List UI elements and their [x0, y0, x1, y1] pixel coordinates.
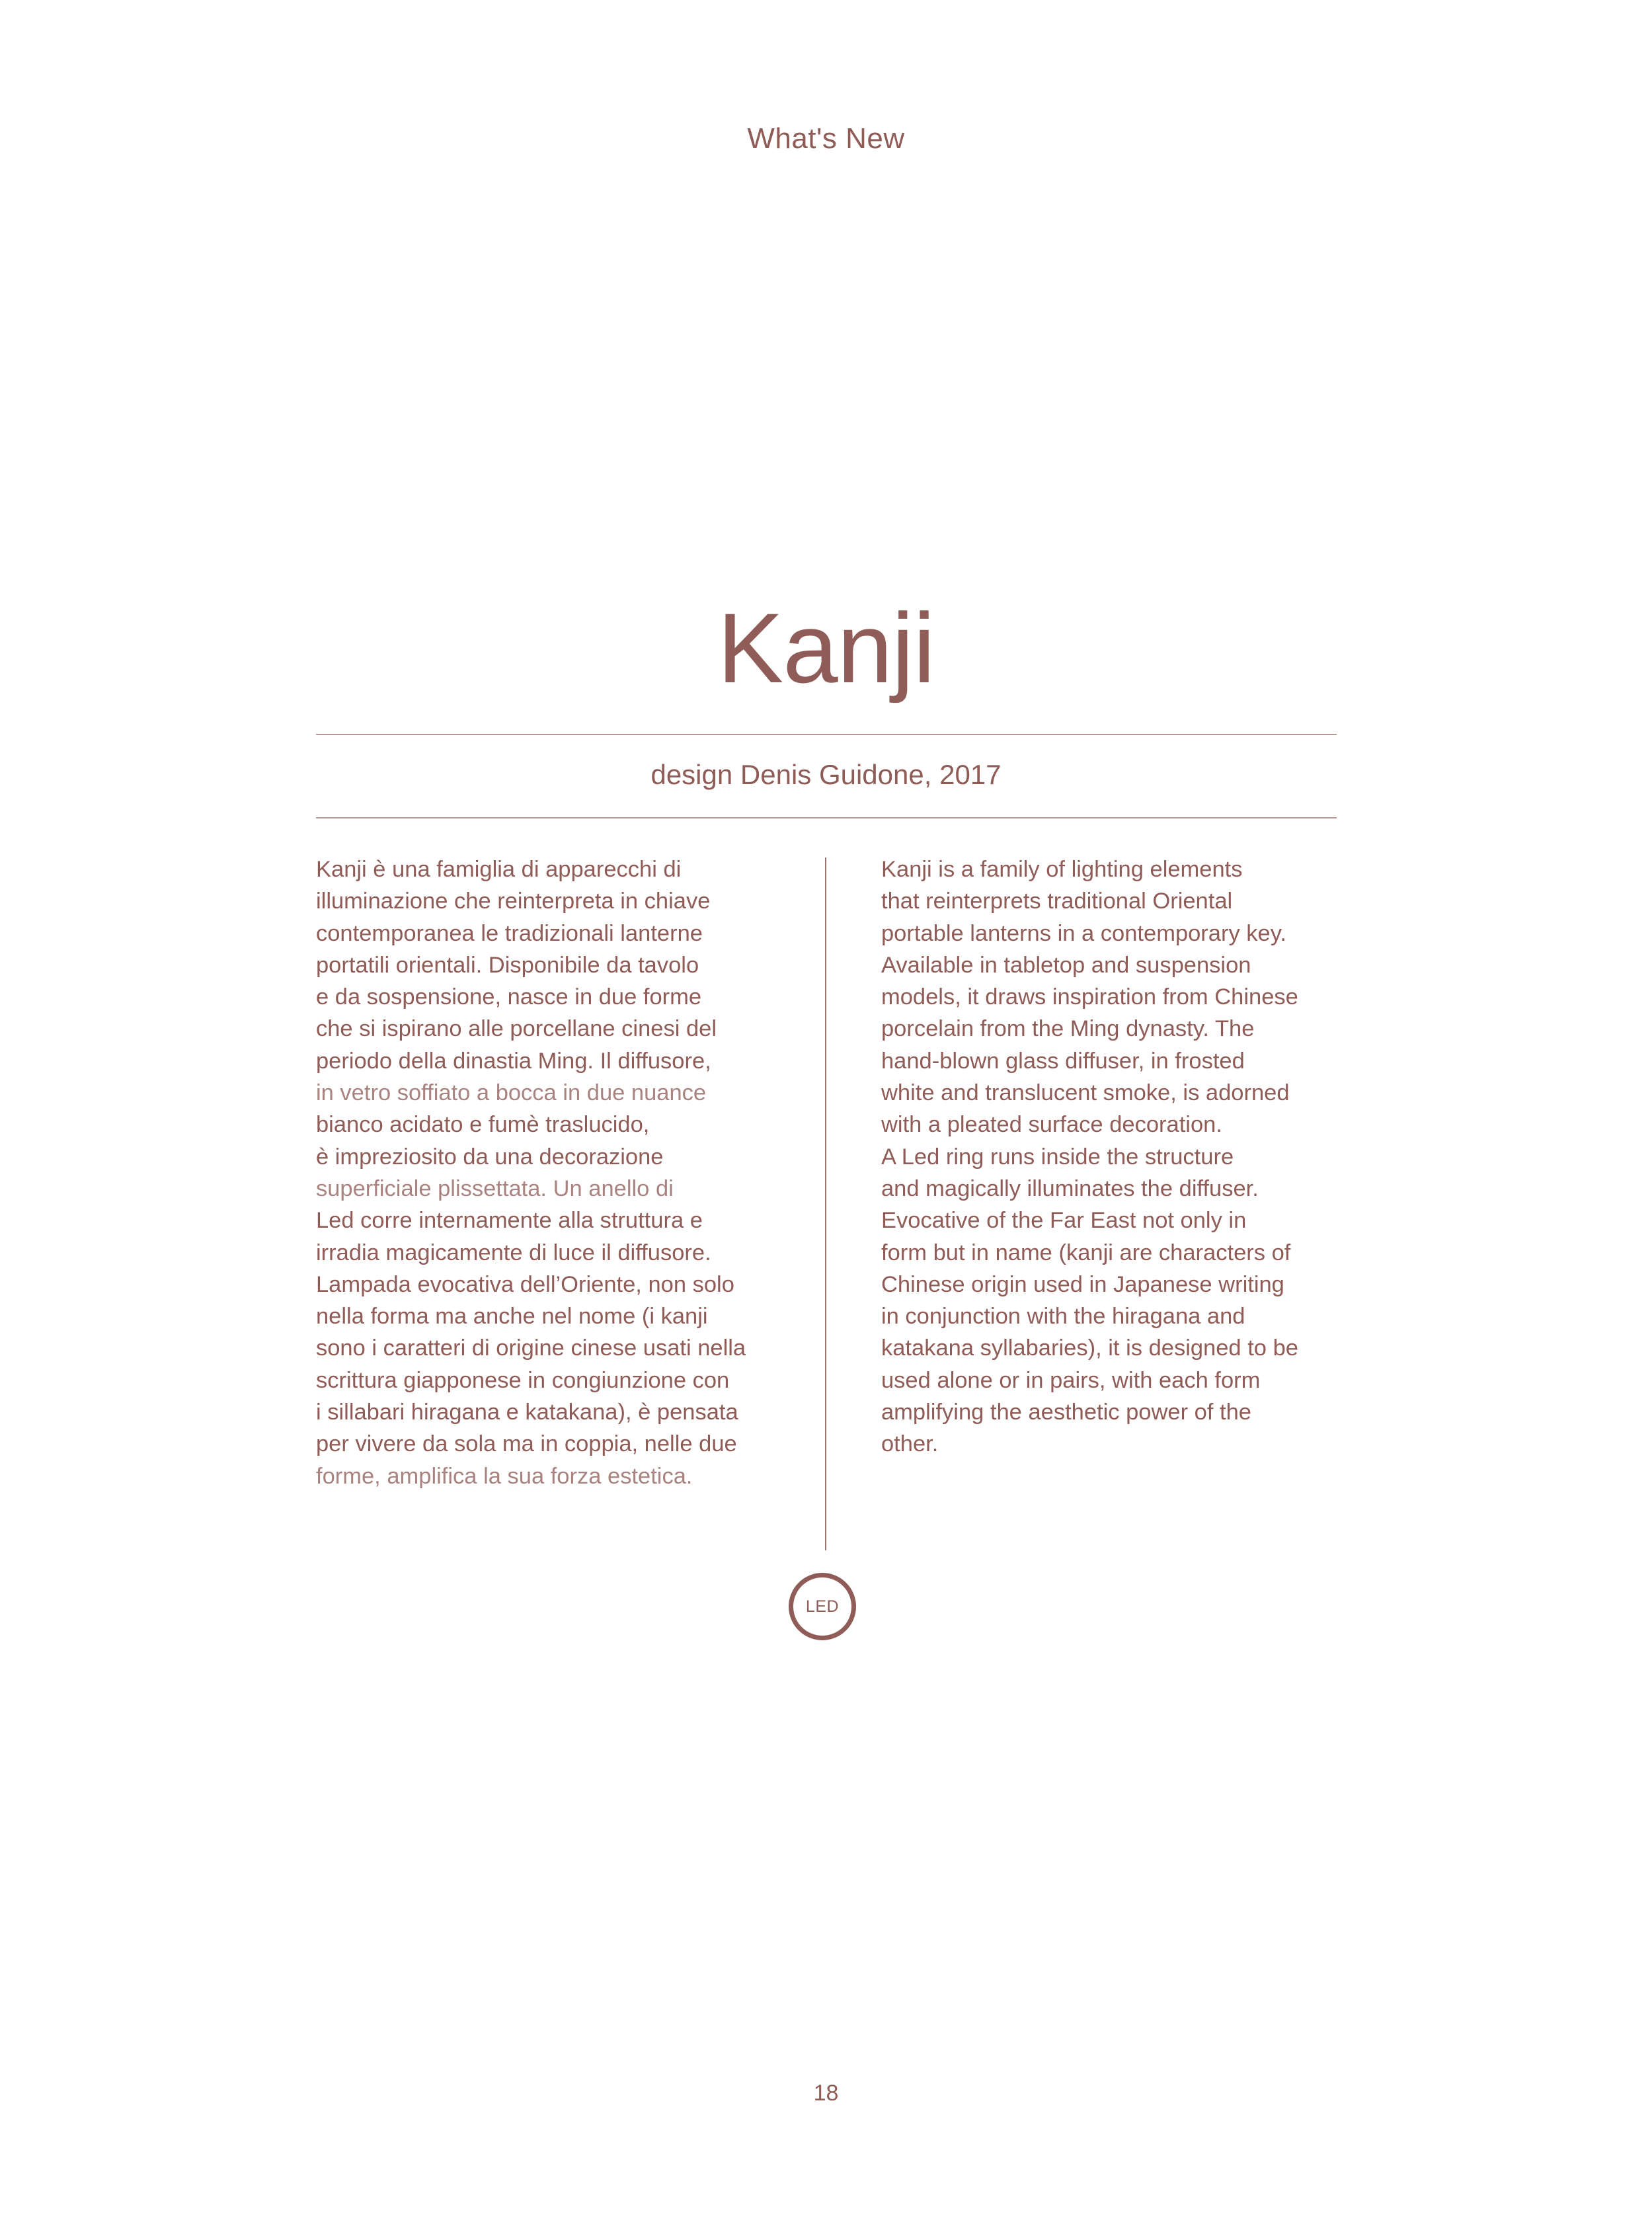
english-text-line: porcelain from the Ming dynasty. The [881, 1016, 1255, 1042]
italian-text-line: superficiale plissettata. Un anello di [316, 1175, 674, 1201]
italian-text-line: i sillabari hiragana e katakana), è pensata [316, 1400, 738, 1425]
english-text-line: used alone or in pairs, with each form [881, 1367, 1261, 1393]
italian-text-line: nella forma ma anche nel nome (i kanji [316, 1304, 708, 1330]
italian-text-line: bianco acidato e fumè traslucido, [316, 1112, 650, 1138]
italian-text-line: è impreziosito da una decorazione [316, 1144, 664, 1170]
english-text-line: in conjunction with the hiragana and [881, 1304, 1245, 1330]
title-divider-top [316, 734, 1337, 735]
italian-text-line: forme, amplifica la sua forza estetica. [316, 1463, 693, 1489]
design-credit: design Denis Guidone, 2017 [650, 759, 1002, 790]
italian-text-line: Lampada evocativa dell’Oriente, non solo [316, 1271, 734, 1297]
english-text-line: Available in tabletop and suspension [881, 952, 1251, 978]
english-text-line: A Led ring runs inside the structure [881, 1144, 1234, 1170]
section-header: What's New [747, 122, 905, 155]
italian-text-line: irradia magicamente di luce il diffusore. [316, 1240, 711, 1265]
italian-text-line: per vivere da sola ma in coppia, nelle due [316, 1431, 737, 1457]
italian-description [316, 854, 792, 1492]
product-title: Kanji [717, 592, 935, 703]
italian-text-line: in vetro soffiato a bocca in due nuance [316, 1080, 707, 1106]
italian-text-line: Kanji è una famiglia di apparecchi di [316, 857, 682, 882]
italian-text-line: che si ispirano alle porcellane cinesi del [316, 1016, 717, 1042]
italian-text-line: Led corre internamente alla struttura e [316, 1208, 703, 1234]
english-text-line: Kanji is a family of lighting elements [881, 857, 1243, 882]
italian-text-line: periodo della dinastia Ming. Il diffusore, [316, 1048, 711, 1074]
english-description [881, 854, 1357, 1460]
english-text-line: Evocative of the Far East not only in [881, 1208, 1247, 1234]
page-number: 18 [813, 2081, 839, 2106]
column-divider [825, 857, 826, 1550]
italian-text-line: illuminazione che reinterpreta in chiave [316, 889, 711, 914]
title-divider-bottom [316, 817, 1337, 818]
led-badge-label: LED [805, 1597, 840, 1616]
english-text-line: models, it draws inspiration from Chinese [881, 984, 1298, 1010]
english-text-line: katakana syllabaries), it is designed to be [881, 1335, 1298, 1361]
english-text-line: with a pleated surface decoration. [881, 1112, 1222, 1138]
english-text-line: white and translucent smoke, is adorned [881, 1080, 1290, 1106]
english-text-line: that reinterprets traditional Oriental [881, 889, 1233, 914]
english-text-line: amplifying the aesthetic power of the [881, 1400, 1251, 1425]
english-text-line: other. [881, 1431, 939, 1457]
italian-text-line: e da sospensione, nasce in due forme [316, 984, 702, 1010]
italian-text-line: scrittura giapponese in congiunzione con [316, 1367, 730, 1393]
italian-text-line: portatili orientali. Disponibile da tavolo [316, 952, 699, 978]
english-text-line: portable lanterns in a contemporary key. [881, 920, 1287, 946]
italian-text-line: contemporanea le tradizionali lanterne [316, 920, 703, 946]
english-text-line: hand-blown glass diffuser, in frosted [881, 1048, 1245, 1074]
english-text-line: Chinese origin used in Japanese writing [881, 1271, 1284, 1297]
led-badge-icon [789, 1573, 856, 1640]
italian-text-line: sono i caratteri di origine cinese usati nella [316, 1335, 746, 1361]
english-text-line: form but in name (kanji are characters of [881, 1240, 1291, 1265]
english-text-line: and magically illuminates the diffuser. [881, 1175, 1259, 1201]
